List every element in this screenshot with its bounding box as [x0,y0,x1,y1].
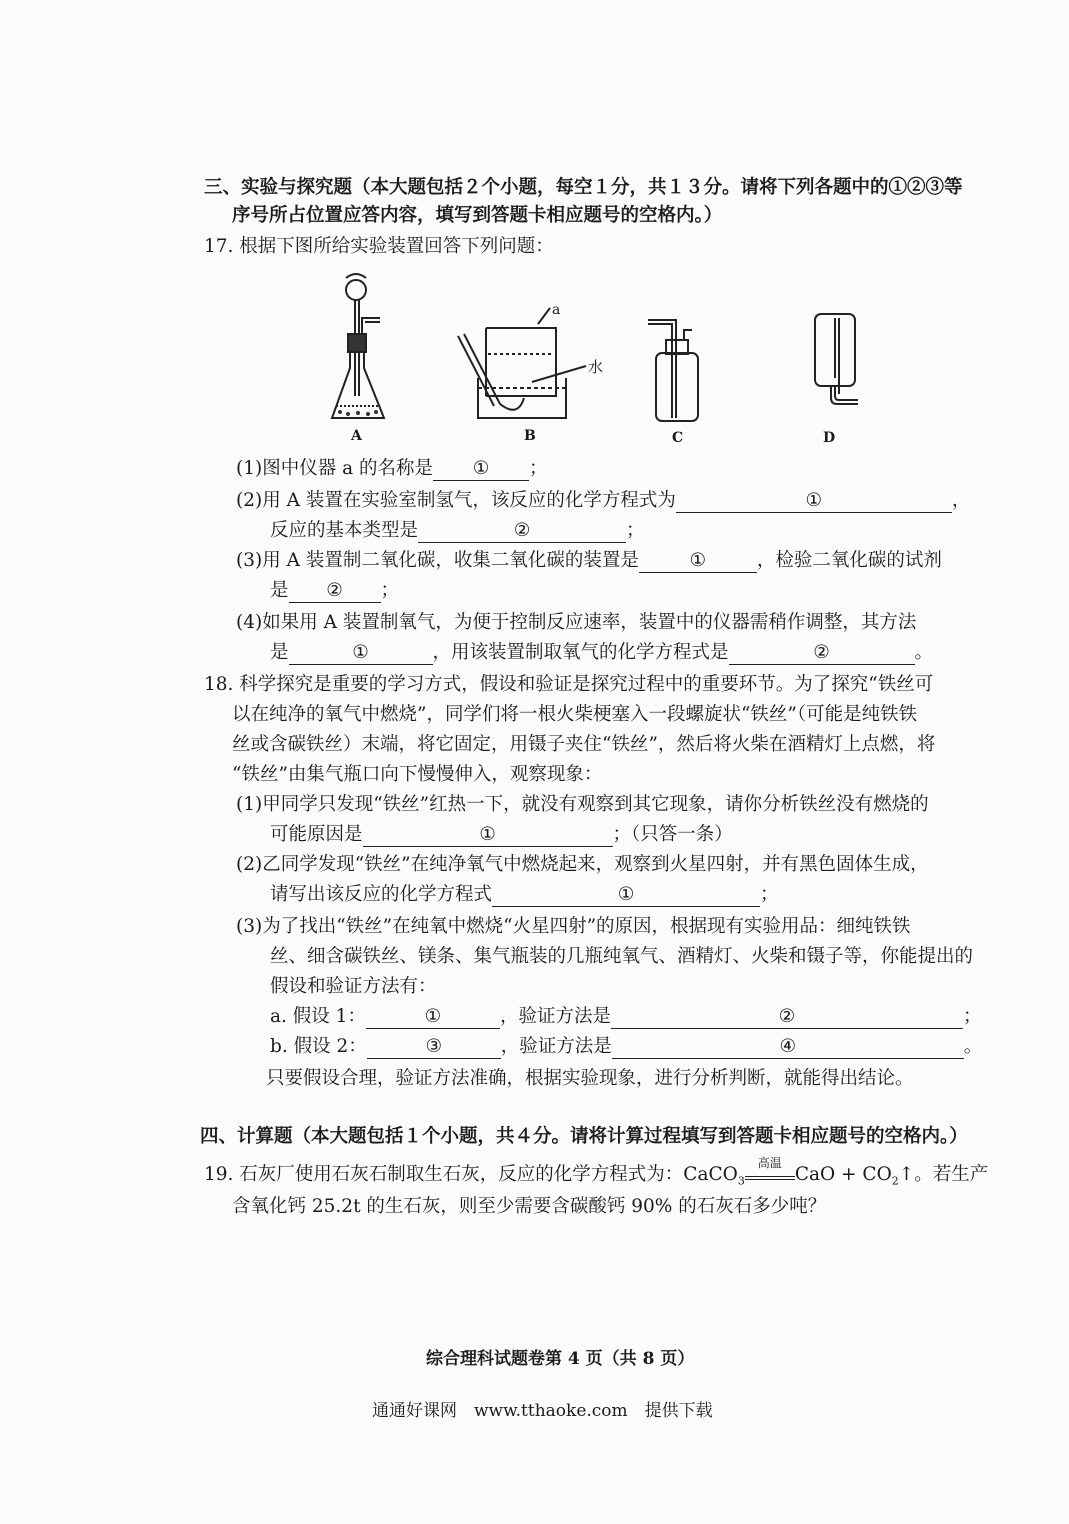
q17-part3-blank-1[interactable]: ① [639,550,757,573]
page-footer: 综合理科试题卷第 4 页（共 8 页） [426,1349,695,1369]
q17-part3-text: (3)用 A 装置制二氧化碳，收集二氧化碳的装置是 [236,550,639,571]
q19-line2: 含氧化钙 25.2t 的生石灰，则至少需要含碳酸钙 90% 的石灰石多少吨？ [232,1196,827,1217]
q18-line3: 丝或含碳铁丝）末端，将它固定，用镊子夹住“铁丝”，然后将火柴在酒精灯上点燃，将 [232,734,936,755]
q17-part4-mid: ，用该装置制取氧气的化学方程式是 [432,642,729,663]
q19-end: ↑。若生产 [898,1164,989,1185]
q18-part2-line2 [270,882,779,908]
q18-part1-end: ；（只答一条） [612,824,733,845]
q17-part2-blank-2[interactable]: ② [418,520,626,543]
figure-label-c: C [672,430,684,446]
q17-part2-type-end: ； [626,520,645,541]
q18-part3-line1: (3)为了找出“铁丝”在纯氧中燃烧“火星四射”的原因，根据现有实验用品：细纯铁铁 [236,916,911,937]
q18-part1-line1: (1)甲同学只发现“铁丝”红热一下，就没有观察到其它现象，请你分析铁丝没有燃烧的 [236,794,929,815]
q18-hypothesis-2-method-blank[interactable]: ④ [612,1036,964,1059]
q18-part1-blank-1[interactable]: ① [363,824,613,847]
q18-line1: 18. 科学探究是重要的学习方式，假设和验证是探究过程中的重要环节。为了探究“铁丝可 [204,674,934,695]
q19-condition: 高温 [757,1156,782,1170]
q18-part3-line2: 丝、细含碳铁丝、镁条、集气瓶装的几瓶纯氧气、酒精灯、火柴和镊子等，你能提出的 [270,946,974,967]
q17-part4-text: 是 [270,642,289,663]
q18-part2-line1: (2)乙同学发现“铁丝”在纯净氧气中燃烧起来，观察到火星四射，并有黑色固体生成， [236,854,929,875]
q17-part2-blank-1[interactable]: ① [676,490,952,513]
q18-part2-end: ； [760,884,779,905]
q19-reaction-arrow [745,1156,795,1180]
q17-part2-type-text: 反应的基本类型是 [270,520,419,541]
q18-part1-line2 [270,822,733,848]
q17-part2-line1 [236,488,970,514]
q17-part1-text: (1)图中仪器 a 的名称是 [236,458,433,479]
q18-part2-blank-1[interactable]: ① [492,884,760,907]
q17-part2-end: ， [951,490,971,511]
q18-hypothesis-1-method-blank[interactable]: ② [611,1006,963,1029]
q18-part2-text: 请写出该反应的化学方程式 [270,884,493,905]
q17-part2-line2 [270,518,645,544]
q17-stem: 17. 根据下图所给实验装置回答下列问题： [204,236,554,257]
q18-hypothesis-2 [270,1034,982,1060]
q17-part4-line1: (4)如果用 A 装置制氧气，为便于控制反应速率，装置中的仪器需稍作调整，其方法 [236,612,917,633]
q18-hypothesis-1 [270,1004,981,1030]
q19-sub-3: 3 [737,1174,745,1188]
q17-part4-end: 。 [914,642,934,663]
q17-part3-line1 [236,548,942,574]
figure-label-instrument-a: a [552,302,561,318]
apparatus-figure [318,268,878,462]
figure-label-water: 水 [588,358,604,376]
q17-part1-blank-1[interactable]: ① [433,458,529,481]
q18-hypothesis-2-blank[interactable]: ③ [367,1036,501,1059]
figure-label-b: B [524,428,536,444]
q18-part1-text: 可能原因是 [270,824,363,845]
q17-part1 [236,456,548,482]
q18-hypothesis-1-blank[interactable]: ① [366,1006,500,1029]
section3-heading-line2: 序号所占位置应答内容，填写到答题卡相应题号的空格内。） [232,205,723,226]
q18-conclusion: 只要假设合理，验证方法准确，根据实验现象，进行分析判断，就能得出结论。 [266,1068,914,1089]
q18-part3-line3: 假设和验证方法有： [270,976,437,997]
q17-part3-reagent-text: 是 [270,580,289,601]
q19-products: CaO + CO [794,1164,892,1185]
q19-line1 [204,1156,989,1195]
q17-part2-text: (2)用 A 装置在实验室制氢气，该反应的化学方程式为 [236,490,676,511]
section3-heading-line1: 三、实验与探究题（本大题包括２个小题，每空１分，共１３分。请将下列各题中的①②③等 [204,177,963,198]
q18-hypothesis-1-method-label: ，验证方法是 [499,1006,611,1027]
q18-hypothesis-1-label: a. 假设 1： [270,1006,366,1027]
q17-part3-line2 [270,578,399,604]
q18-hypothesis-2-end: 。 [963,1036,983,1057]
q18-line4: “铁丝”由集气瓶口向下慢慢伸入，观察现象： [232,764,603,785]
figure-label-d: D [823,430,836,446]
q18-hypothesis-1-end: ； [962,1006,982,1027]
q17-part3-mid: ，检验二氧化碳的试剂 [756,550,942,571]
section4-heading: 四、计算题（本大题包括１个小题，共４分。请将计算过程填写到答题卡相应题号的空格内。） [200,1126,968,1147]
q17-part1-end: ； [529,458,548,479]
q17-part4-blank-1[interactable]: ① [289,642,433,665]
q17-part4-blank-2[interactable]: ② [729,642,915,665]
q19-text: 19. 石灰厂使用石灰石制取生石灰，反应的化学方程式为：CaCO [204,1164,738,1185]
source-watermark: 通通好课网 www.tthaoke.com 提供下载 [372,1401,713,1421]
q19-sub-2: 2 [891,1174,899,1188]
q18-line2: 以在纯净的氧气中燃烧”，同学们将一根火柴梗塞入一段螺旋状“铁丝”（可能是纯铁铁 [232,704,918,725]
q17-part3-blank-2[interactable]: ② [289,580,381,603]
q17-part3-end: ； [380,580,400,601]
q18-hypothesis-2-method-label: ，验证方法是 [500,1036,612,1057]
q18-hypothesis-2-label: b. 假设 2： [270,1036,367,1057]
q17-part4-line2 [270,640,933,666]
figure-label-a: A [351,428,362,444]
